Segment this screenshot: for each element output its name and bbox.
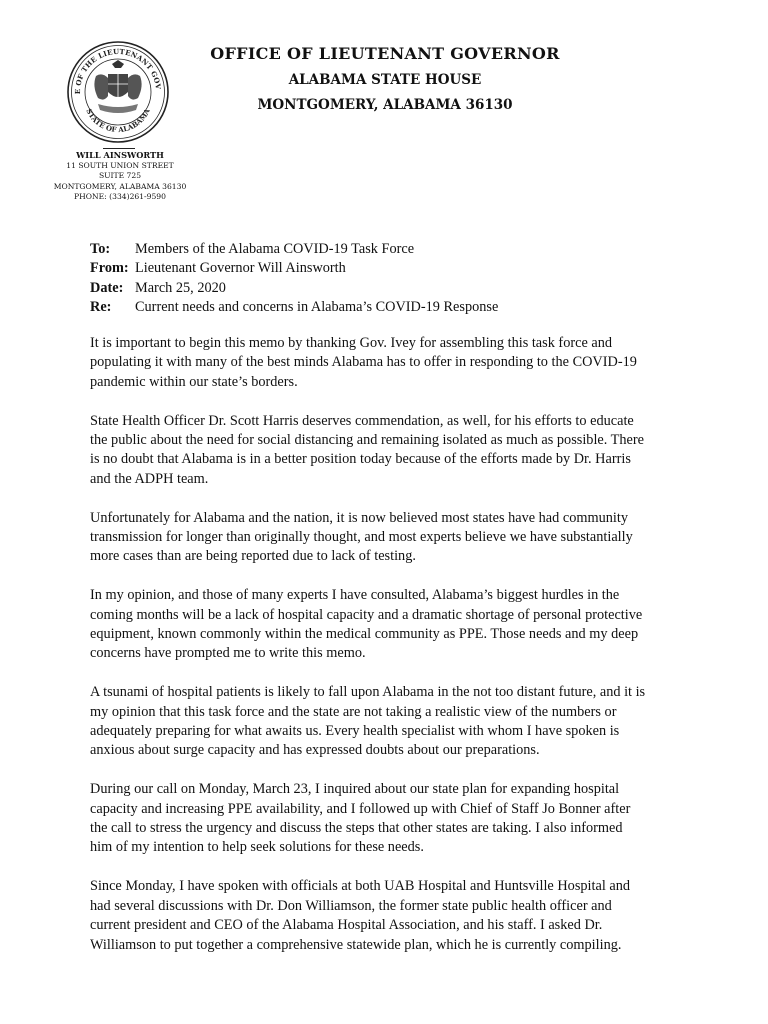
letterhead: [190, 44, 580, 122]
text-line: A tsunami of hospital patients is likely to fall upon Alabama in the not too distant future, and it is: [90, 684, 646, 701]
alabama-coat-of-arms-icon: [66, 40, 170, 144]
svg-text:STATE OF ALABAMA: STATE OF ALABAMA: [84, 107, 152, 135]
memo-to-label: To:: [90, 241, 111, 257]
text-line: transmission for longer than originally thought, and most experts believe we have substantially: [90, 529, 633, 546]
memo-from-label: From:: [90, 260, 129, 277]
memo-re-label: Re:: [90, 299, 112, 316]
divider: [103, 148, 135, 149]
text-line: him of my intention to help seek solutions for these needs.: [90, 839, 424, 856]
memo-date-label: Date:: [90, 279, 124, 296]
memo-date-value: March 25, 2020: [135, 279, 226, 296]
text-line: concerns have prompted me to write this memo.: [90, 645, 366, 662]
sender-address-line: 11 SOUTH UNION STREET: [66, 160, 174, 170]
memo-from-value: Lieutenant Governor Will Ainsworth: [135, 260, 346, 277]
text-line: had several discussions with Dr. Don Williamson, the former state public health officer and: [90, 897, 612, 914]
text-line: State Health Officer Dr. Scott Harris deserves commendation, as well, for his efforts to educate: [90, 412, 634, 429]
building-name: ALABAMA STATE HOUSE: [288, 72, 482, 88]
text-line: capacity and increasing PPE availability, and I followed up with Chief of Staff Jo Bonner after: [90, 800, 631, 817]
sender-name: WILL AINSWORTH: [76, 150, 164, 160]
memo-from-row: [90, 259, 690, 278]
paragraph: [90, 412, 670, 490]
text-line: anxious about surge capacity and has expressed doubts about our preparations.: [90, 742, 540, 759]
memo-to-value: Members of the Alabama COVID-19 Task Force: [135, 241, 415, 257]
text-line: pandemic within our state’s borders.: [90, 373, 298, 390]
text-line: populating it with many of the best minds Alabama has to offer in responding to the COVID-19: [90, 354, 637, 371]
text-line: more cases than are being reported due to lack of testing.: [90, 548, 416, 565]
sender-address-line: SUITE 725: [98, 171, 142, 180]
text-line: the public about the need for social distancing and remaining isolated as much as possible. There: [90, 432, 644, 449]
text-line: the call to stress the urgency and discuss the steps that other states are taking. I also informed: [90, 820, 623, 837]
text-line: It is important to begin this memo by thanking Gov. Ivey for assembling this task force and: [90, 335, 613, 351]
text-line: During our call on Monday, March 23, I inquired about our state plan for expanding hospital: [90, 781, 620, 798]
memo-to-row: [90, 240, 690, 259]
sender-address-line: MONTGOMERY, ALABAMA 36130: [53, 181, 187, 191]
text-line: current president and CEO of the Alabama Hospital Association, and his staff. I asked Dr.: [90, 917, 603, 934]
text-line: equipment, known commonly within the medical community as PPE. Those needs and my deep: [90, 626, 639, 643]
paragraph: [90, 877, 670, 955]
text-line: adequately preparing for what awaits us. Every health specialist with whom I have spoken is: [90, 723, 620, 740]
text-line: and the ADPH team.: [90, 470, 209, 487]
text-line: Unfortunately for Alabama and the nation, it is now believed most states have had community: [90, 509, 628, 526]
text-line: Since Monday, I have spoken with officials at both UAB Hospital and Huntsville Hospital and: [90, 878, 631, 895]
paragraph: [90, 509, 670, 567]
memo-header: [90, 240, 690, 318]
paragraph: [90, 334, 670, 392]
sender-block: [30, 150, 210, 203]
memo-body: [90, 334, 670, 974]
sender-phone: PHONE: (334)261-9590: [74, 192, 166, 201]
text-line: is no doubt that Alabama is in a better position today because of the efforts made by Dr. Harris: [90, 451, 631, 468]
text-line: coming months will be a lack of hospital capacity and a dramatic shortage of personal protective: [90, 606, 643, 623]
text-line: my opinion that this task force and the state are not taking a realistic view of the numbers or: [90, 703, 617, 720]
text-line: Williamson to put together a comprehensive statewide plan, which he is currently compiling.: [90, 936, 622, 953]
text-line: In my opinion, and those of many experts I have consulted, Alabama’s biggest hurdles in the: [90, 587, 620, 604]
paragraph: [90, 780, 670, 858]
office-title: OFFICE OF LIEUTENANT GOVERNOR: [210, 44, 560, 63]
svg-text:OFFICE OF THE LIEUTENANT GOVER: E OF THE LIEUTENANT GOV: [72, 46, 163, 95]
paragraph: [90, 683, 670, 761]
paragraph: [90, 586, 670, 664]
memo-re-value: Current needs and concerns in Alabama’s COVID-19 Response: [135, 299, 499, 316]
state-seal: [66, 40, 170, 144]
city-address: MONTGOMERY, ALABAMA 36130: [257, 97, 513, 113]
memo-date-row: [90, 279, 690, 298]
memo-re-row: [90, 298, 690, 317]
